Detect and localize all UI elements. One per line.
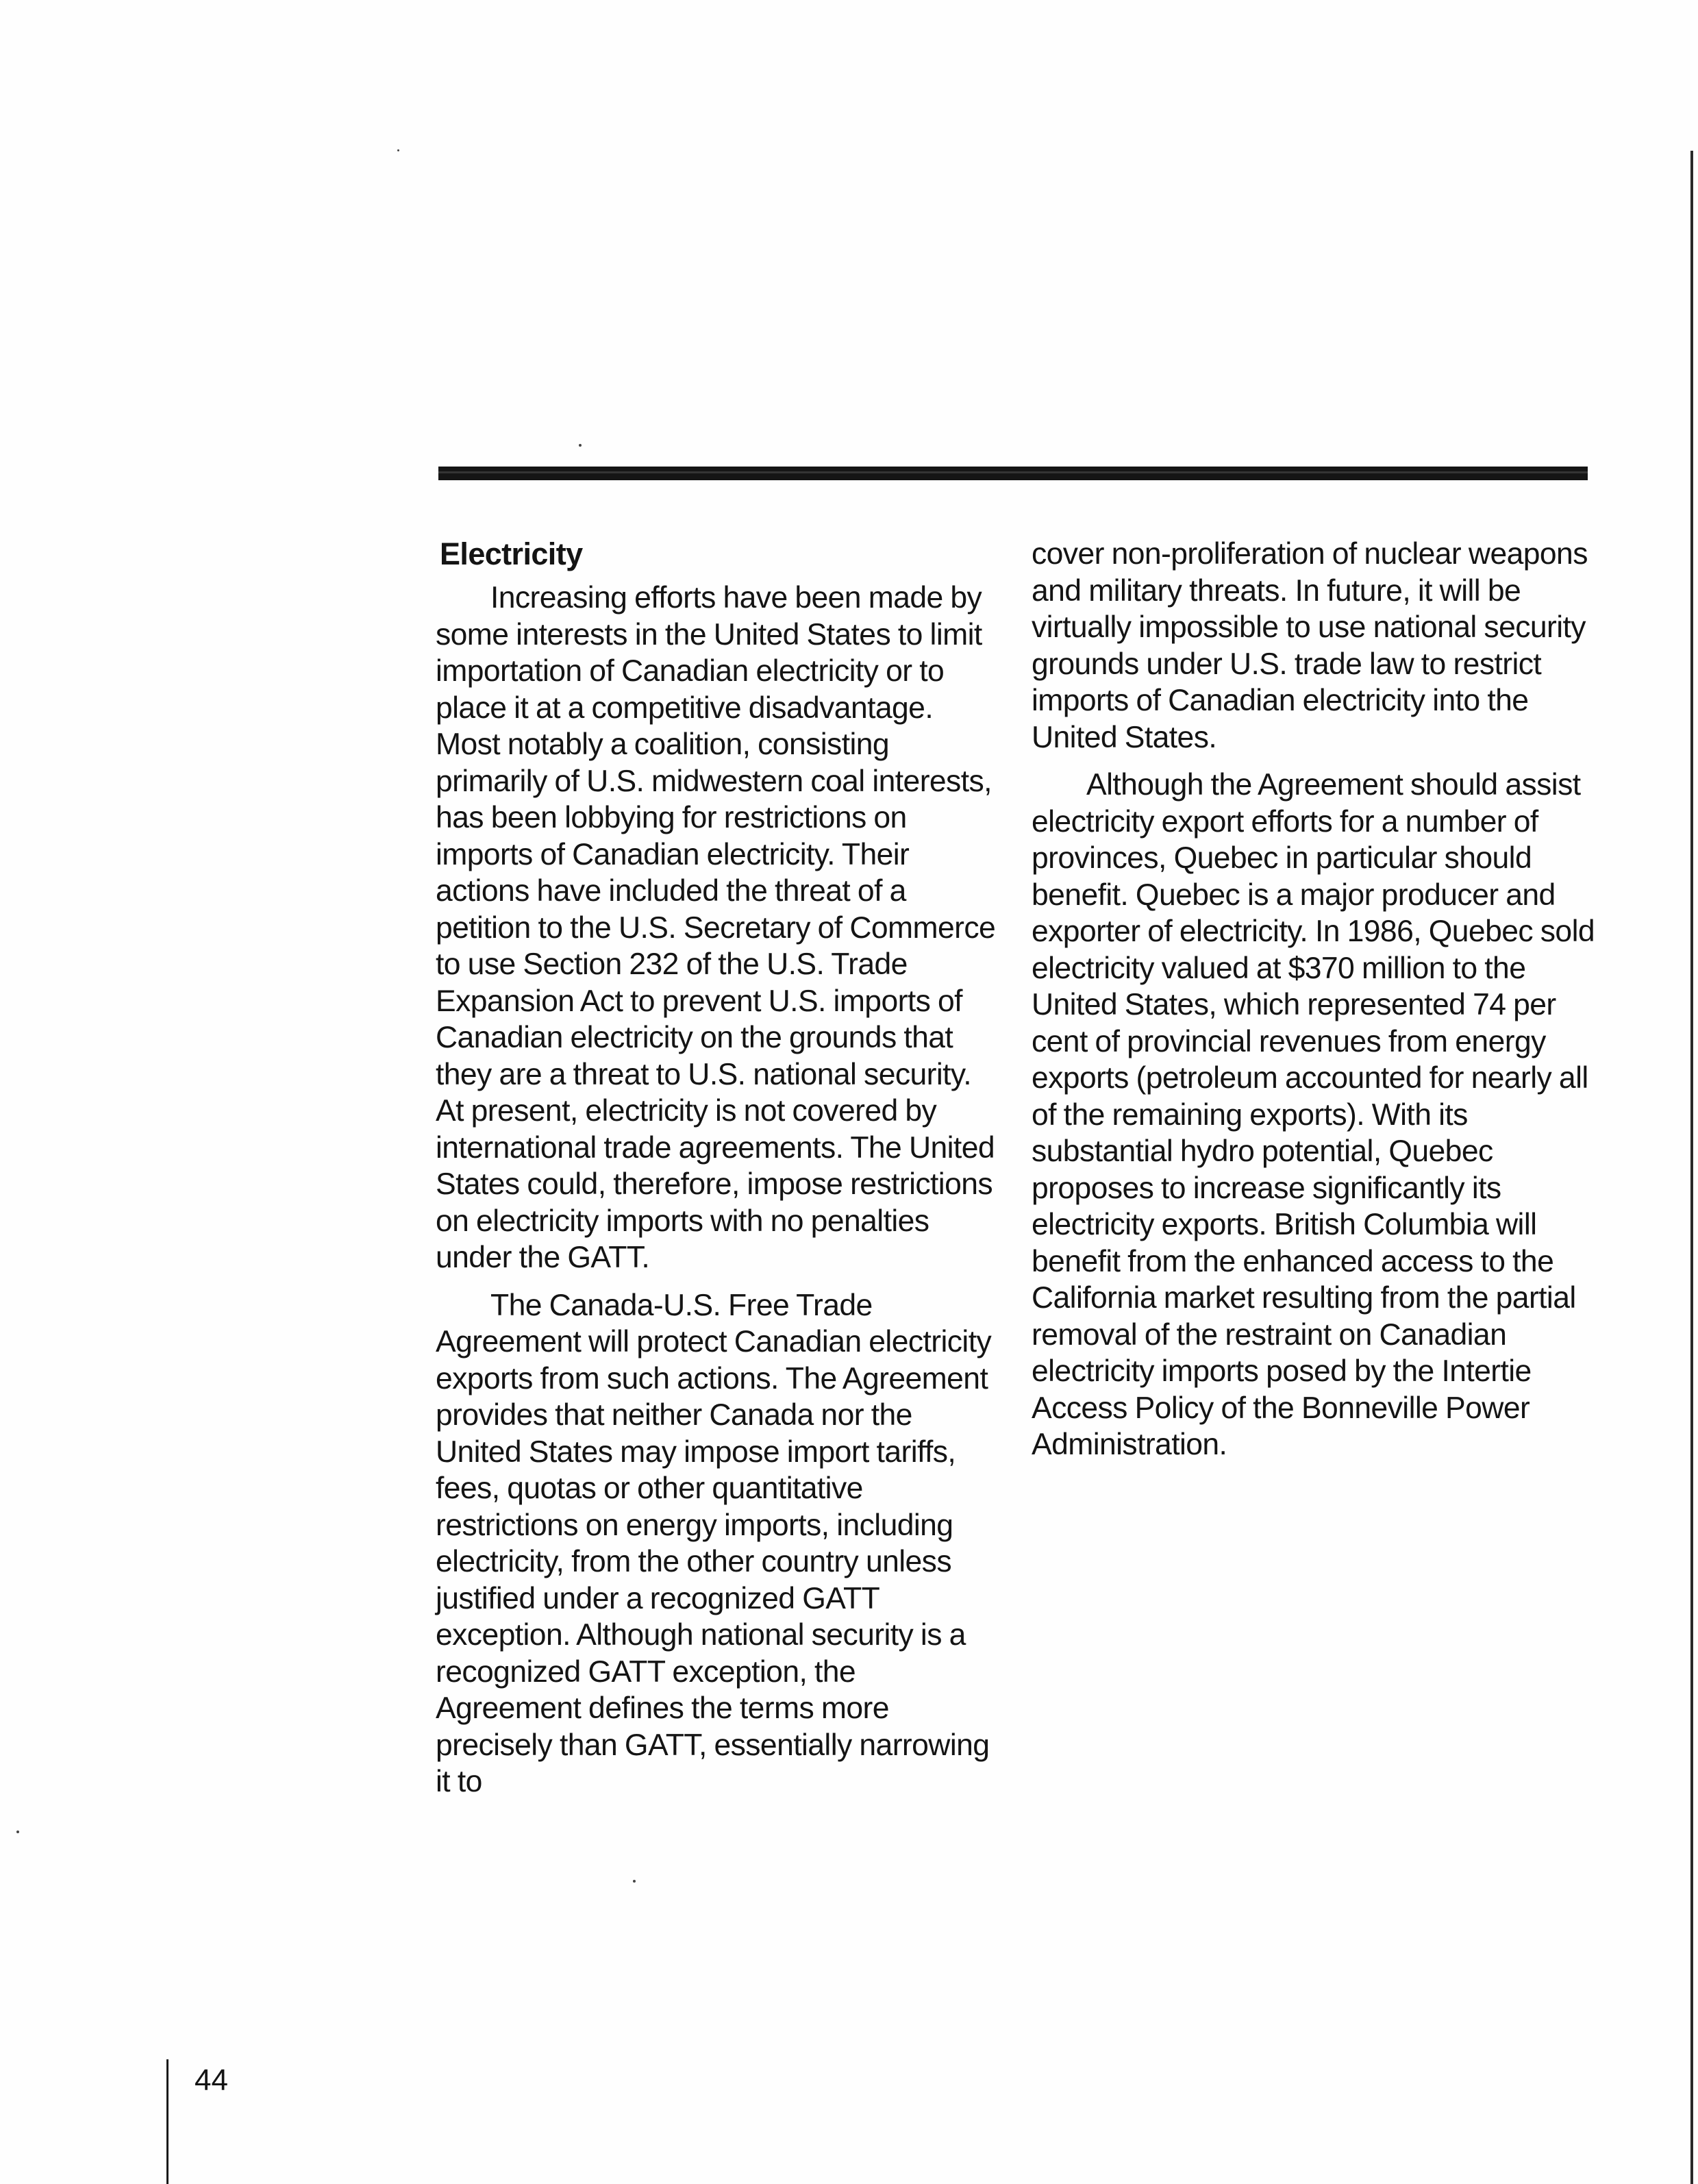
page-number: 44 <box>195 2063 228 2097</box>
scan-speck <box>16 1831 19 1833</box>
section-heading: Electricity <box>440 536 583 571</box>
page-edge-line <box>1690 151 1693 2184</box>
scan-speck <box>633 1880 636 1883</box>
scan-speck <box>397 149 399 151</box>
paragraph: Increasing efforts have been made by some interests in the United States to limit importation of Canadian electricity or to place it at a competitive disadvantage. Most notably a coalition, consisting primarily of U.S. midwestern coal interests, has been lobbying for restrictions on imports of Canadian electricity. Their actions have included the threat of a petition to the U.S. Secretary of Commerce to use Section 232 of the U.S. Trade Expansion Act to prevent U.S. imports of Canadian electricity on the grounds that they are a threat to U.S. national security. At present, electricity is not covered by international trade agreements. The United States could, therefore, impose restrictions on electricity imports with no penalties under the GATT. <box>436 581 996 1274</box>
section-rule <box>438 467 1588 480</box>
right-column <box>1032 536 1597 1474</box>
margin-rule <box>166 2059 168 2184</box>
left-column <box>436 536 997 1811</box>
paragraph: Although the Agreement should assist electricity export efforts for a number of provinces, Quebec in particular should benefit. Quebec is a major producer and exporter of electricity. In 1986, Quebec sold electricity valued at $370 million to the United States, which represented 74 per cent of provincial revenues from energy exports (petroleum accounted for nearly all of the remaining exports). With its substantial hydro potential, Quebec proposes to increase significantly its electricity exports. British Columbia will benefit from the enhanced access to the California market resulting from the partial removal of the restraint on Canadian electricity imports posed by the Intertie Access Policy of the Bonneville Power Administration. <box>1032 768 1595 1461</box>
paragraph: The Canada-U.S. Free Trade Agreement will protect Canadian electricity exports from such actions. The Agreement provides that neither Canada nor the United States may impose import tariffs, fees, quotas or other quantitative restrictions on energy imports, including electricity, from the other country unless justified under a recognized GATT exception. Although national security is a recognized GATT exception, the Agreement defines the terms more precisely than GATT, essentially narrowing it to <box>436 1288 992 1798</box>
paragraph: cover non-proliferation of nuclear weapons and military threats. In future, it will be virtually impossible to use national security grounds under U.S. trade law to restrict imports of Canadian electricity into the United States. <box>1032 537 1588 754</box>
scan-speck <box>579 444 582 447</box>
